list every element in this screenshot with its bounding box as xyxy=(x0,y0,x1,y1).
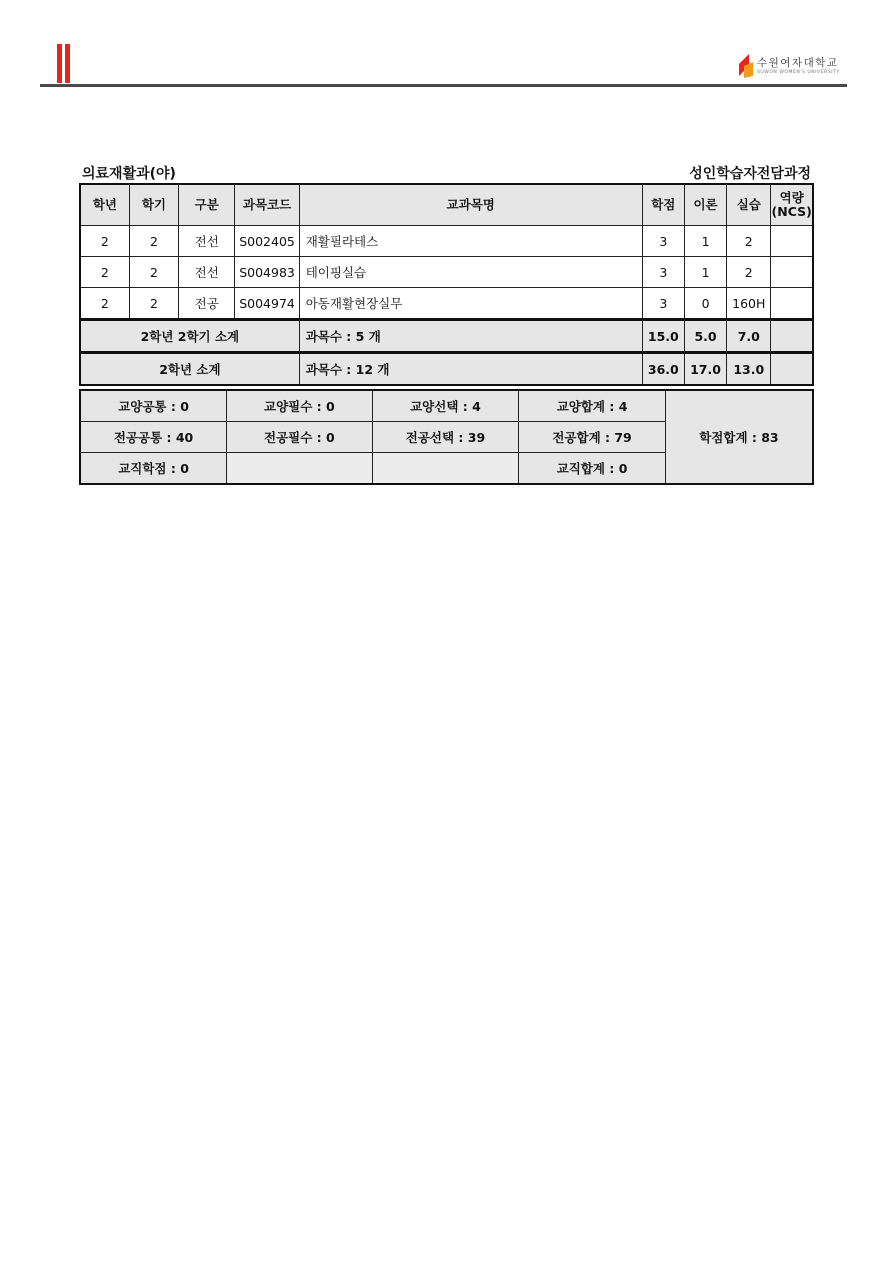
col-header-credit: 학점 xyxy=(642,184,684,226)
department-title: 의료재활과(야) xyxy=(82,166,176,182)
summary-cell: 교양필수 : 0 xyxy=(227,390,373,422)
subtotal-credit: 36.0 xyxy=(642,353,684,386)
semester-subtotal-row xyxy=(80,320,813,353)
summary-cell: 교양공통 : 0 xyxy=(80,390,227,422)
cell-theory: 1 xyxy=(684,226,726,257)
subtotal-label: 2학년 소계 xyxy=(80,353,299,386)
cell-subject: 재활필라테스 xyxy=(299,226,642,257)
cell-year: 2 xyxy=(80,226,129,257)
subtotal-practice: 13.0 xyxy=(727,353,771,386)
total-credits: 학점합계 : 83 xyxy=(665,390,813,484)
cell-type: 전선 xyxy=(179,226,235,257)
col-header-theory: 이론 xyxy=(684,184,726,226)
header-accent-bar xyxy=(57,44,62,83)
cell-ncs xyxy=(771,226,813,257)
subtotal-ncs xyxy=(771,353,813,386)
col-header-semester: 학기 xyxy=(129,184,178,226)
header-accent-bar xyxy=(65,44,70,83)
subtotal-theory: 5.0 xyxy=(684,320,726,353)
subtotal-ncs xyxy=(771,320,813,353)
cell-subject: 테이핑실습 xyxy=(299,257,642,288)
cell-semester: 2 xyxy=(129,226,178,257)
subtotal-credit: 15.0 xyxy=(642,320,684,353)
cell-code: S002405 xyxy=(235,226,299,257)
summary-cell-empty xyxy=(227,453,373,485)
summary-cell: 교양선택 : 4 xyxy=(372,390,519,422)
subtotal-label: 2학년 2학기 소계 xyxy=(80,320,299,353)
col-header-year: 학년 xyxy=(80,184,129,226)
cell-semester: 2 xyxy=(129,257,178,288)
summary-cell: 전공필수 : 0 xyxy=(227,422,373,453)
summary-cell: 전공선택 : 39 xyxy=(372,422,519,453)
subtotal-count: 과목수 : 12 개 xyxy=(299,353,642,386)
summary-cell: 전공합계 : 79 xyxy=(519,422,666,453)
subtotal-count: 과목수 : 5 개 xyxy=(299,320,642,353)
cell-practice: 2 xyxy=(727,226,771,257)
summary-cell-empty xyxy=(372,453,519,485)
cell-theory: 1 xyxy=(684,257,726,288)
subtotal-practice: 7.0 xyxy=(727,320,771,353)
logo-mark-icon xyxy=(737,52,755,78)
subtotal-theory: 17.0 xyxy=(684,353,726,386)
cell-ncs xyxy=(771,257,813,288)
table-header-row xyxy=(80,184,813,226)
col-header-subject: 교과목명 xyxy=(299,184,642,226)
cell-code: S004983 xyxy=(235,257,299,288)
summary-row xyxy=(80,390,813,422)
cell-type: 전공 xyxy=(179,288,235,320)
cell-subject: 아동재활현장실무 xyxy=(299,288,642,320)
header-rule xyxy=(40,84,847,87)
cell-year: 2 xyxy=(80,288,129,320)
cell-practice: 160H xyxy=(727,288,771,320)
logo-name: 수원여자대학교 xyxy=(757,57,839,69)
university-logo xyxy=(737,52,847,80)
col-header-practice: 실습 xyxy=(727,184,771,226)
col-header-code: 과목코드 xyxy=(235,184,299,226)
cell-theory: 0 xyxy=(684,288,726,320)
cell-credit: 3 xyxy=(642,226,684,257)
table-row xyxy=(80,226,813,257)
curriculum-table xyxy=(79,183,814,386)
course-title: 성인학습자전담과정 xyxy=(689,166,811,182)
cell-credit: 3 xyxy=(642,288,684,320)
table-row xyxy=(80,288,813,320)
summary-cell: 전공공통 : 40 xyxy=(80,422,227,453)
cell-ncs xyxy=(771,288,813,320)
year-subtotal-row xyxy=(80,353,813,386)
cell-semester: 2 xyxy=(129,288,178,320)
cell-type: 전선 xyxy=(179,257,235,288)
credit-summary-table xyxy=(79,389,814,485)
col-header-type: 구분 xyxy=(179,184,235,226)
cell-year: 2 xyxy=(80,257,129,288)
col-header-ncs: 역량 (NCS) xyxy=(771,184,813,226)
summary-cell: 교양합계 : 4 xyxy=(519,390,666,422)
cell-practice: 2 xyxy=(727,257,771,288)
cell-code: S004974 xyxy=(235,288,299,320)
summary-cell: 교직학점 : 0 xyxy=(80,453,227,485)
logo-subtitle: SUWON WOMEN'S UNIVERSITY xyxy=(757,70,840,75)
table-row xyxy=(80,257,813,288)
cell-credit: 3 xyxy=(642,257,684,288)
summary-cell: 교직합계 : 0 xyxy=(519,453,666,485)
